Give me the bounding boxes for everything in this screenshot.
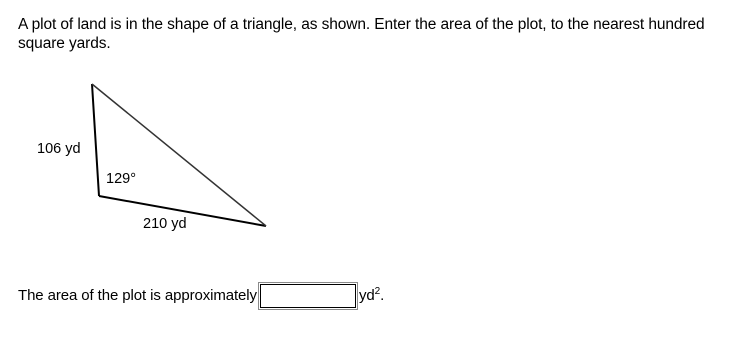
answer-unit bbox=[359, 286, 384, 306]
answer-suffix: . bbox=[380, 287, 385, 304]
area-answer-input[interactable] bbox=[260, 284, 356, 308]
side-bottom-label: 210 yd bbox=[143, 216, 187, 232]
question-text: A plot of land is in the shape of a triangle, as shown. Enter the area of the plot, to the nearest hundred square yards. bbox=[18, 16, 705, 52]
triangle-side-left bbox=[92, 84, 99, 196]
triangle-side-hypotenuse bbox=[92, 84, 266, 226]
answer-row bbox=[18, 284, 384, 308]
side-left-label: 106 yd bbox=[37, 141, 81, 157]
unit-exponent: 2 bbox=[374, 286, 381, 297]
unit-text: yd bbox=[358, 287, 375, 304]
answer-prefix: The area of the plot is approximately bbox=[18, 287, 257, 304]
angle-label: 129° bbox=[106, 171, 136, 187]
